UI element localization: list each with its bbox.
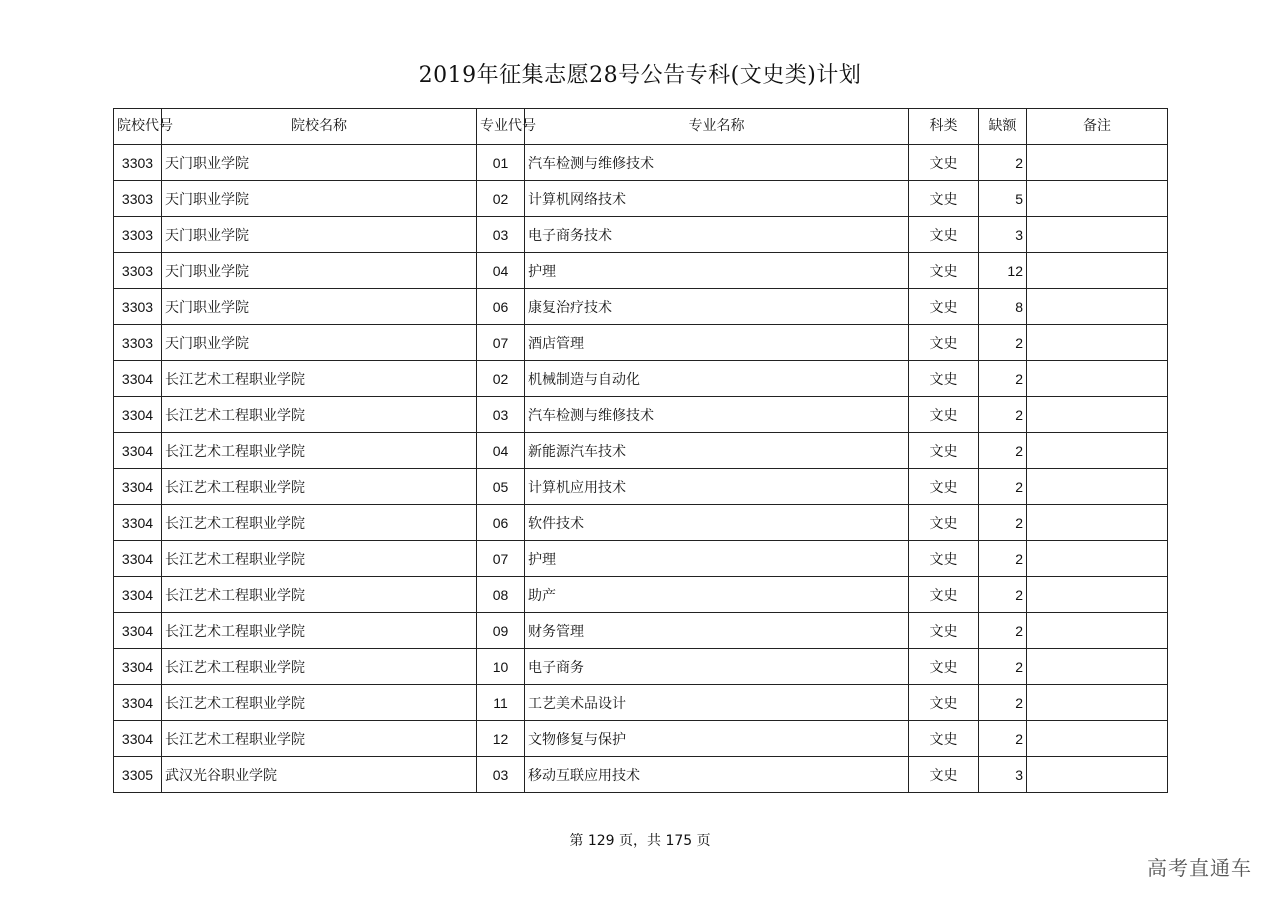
cell-major-code: 03 (477, 217, 525, 253)
cell-school-code: 3304 (114, 469, 162, 505)
cell-vacancies: 2 (979, 325, 1027, 361)
table-row (114, 253, 1168, 289)
header-vacancies: 缺额 (979, 109, 1027, 145)
table-row (114, 577, 1168, 613)
cell-remarks (1027, 757, 1168, 793)
cell-major-code: 03 (477, 757, 525, 793)
cell-school-code: 3303 (114, 289, 162, 325)
cell-remarks (1027, 217, 1168, 253)
cell-category: 文史 (909, 505, 979, 541)
cell-major-name: 文物修复与保护 (525, 721, 909, 757)
cell-category: 文史 (909, 145, 979, 181)
cell-major-code: 02 (477, 181, 525, 217)
cell-school-name: 武汉光谷职业学院 (162, 757, 477, 793)
cell-school-code: 3304 (114, 685, 162, 721)
table-row (114, 433, 1168, 469)
cell-remarks (1027, 469, 1168, 505)
cell-major-name: 移动互联应用技术 (525, 757, 909, 793)
cell-major-code: 09 (477, 613, 525, 649)
cell-category: 文史 (909, 757, 979, 793)
cell-school-code: 3304 (114, 721, 162, 757)
cell-vacancies: 3 (979, 217, 1027, 253)
cell-school-code: 3304 (114, 361, 162, 397)
cell-remarks (1027, 685, 1168, 721)
cell-category: 文史 (909, 433, 979, 469)
cell-school-code: 3303 (114, 217, 162, 253)
table-row (114, 361, 1168, 397)
cell-category: 文史 (909, 361, 979, 397)
cell-category: 文史 (909, 649, 979, 685)
cell-category: 文史 (909, 325, 979, 361)
cell-major-code: 07 (477, 325, 525, 361)
cell-vacancies: 3 (979, 757, 1027, 793)
cell-major-name: 汽车检测与维修技术 (525, 145, 909, 181)
table-row (114, 397, 1168, 433)
cell-category: 文史 (909, 469, 979, 505)
cell-major-code: 04 (477, 433, 525, 469)
cell-remarks (1027, 577, 1168, 613)
cell-major-name: 电子商务 (525, 649, 909, 685)
header-school-code: 院校代号 (114, 109, 162, 145)
cell-school-name: 长江艺术工程职业学院 (162, 721, 477, 757)
watermark: 高考直通车 (1147, 856, 1252, 880)
cell-major-name: 新能源汽车技术 (525, 433, 909, 469)
cell-vacancies: 2 (979, 577, 1027, 613)
cell-category: 文史 (909, 397, 979, 433)
table-row (114, 505, 1168, 541)
cell-school-name: 长江艺术工程职业学院 (162, 469, 477, 505)
cell-major-code: 05 (477, 469, 525, 505)
cell-major-code: 11 (477, 685, 525, 721)
cell-category: 文史 (909, 577, 979, 613)
cell-major-code: 07 (477, 541, 525, 577)
cell-vacancies: 2 (979, 649, 1027, 685)
table-row (114, 181, 1168, 217)
header-category: 科类 (909, 109, 979, 145)
cell-remarks (1027, 253, 1168, 289)
cell-school-code: 3303 (114, 325, 162, 361)
cell-remarks (1027, 181, 1168, 217)
cell-category: 文史 (909, 685, 979, 721)
cell-major-name: 工艺美术品设计 (525, 685, 909, 721)
table-row (114, 541, 1168, 577)
table-row (114, 685, 1168, 721)
cell-school-code: 3304 (114, 613, 162, 649)
cell-vacancies: 2 (979, 613, 1027, 649)
cell-school-code: 3303 (114, 253, 162, 289)
cell-school-name: 天门职业学院 (162, 181, 477, 217)
cell-remarks (1027, 361, 1168, 397)
cell-category: 文史 (909, 721, 979, 757)
cell-major-code: 12 (477, 721, 525, 757)
cell-school-name: 长江艺术工程职业学院 (162, 541, 477, 577)
cell-remarks (1027, 541, 1168, 577)
cell-school-name: 天门职业学院 (162, 325, 477, 361)
cell-major-code: 08 (477, 577, 525, 613)
cell-major-name: 汽车检测与维修技术 (525, 397, 909, 433)
cell-major-name: 机械制造与自动化 (525, 361, 909, 397)
cell-category: 文史 (909, 289, 979, 325)
table-body (114, 145, 1168, 793)
cell-remarks (1027, 397, 1168, 433)
header-major-code: 专业代号 (477, 109, 525, 145)
cell-school-name: 天门职业学院 (162, 217, 477, 253)
cell-school-code: 3304 (114, 397, 162, 433)
cell-school-name: 长江艺术工程职业学院 (162, 613, 477, 649)
cell-remarks (1027, 721, 1168, 757)
table-row (114, 325, 1168, 361)
cell-remarks (1027, 145, 1168, 181)
cell-school-name: 长江艺术工程职业学院 (162, 433, 477, 469)
cell-school-name: 长江艺术工程职业学院 (162, 397, 477, 433)
cell-vacancies: 2 (979, 721, 1027, 757)
table-row (114, 649, 1168, 685)
cell-major-name: 助产 (525, 577, 909, 613)
cell-remarks (1027, 433, 1168, 469)
cell-category: 文史 (909, 181, 979, 217)
cell-category: 文史 (909, 253, 979, 289)
cell-school-code: 3304 (114, 505, 162, 541)
cell-school-name: 长江艺术工程职业学院 (162, 577, 477, 613)
cell-vacancies: 2 (979, 145, 1027, 181)
cell-major-name: 酒店管理 (525, 325, 909, 361)
cell-school-name: 长江艺术工程职业学院 (162, 361, 477, 397)
cell-school-code: 3304 (114, 649, 162, 685)
table-row (114, 145, 1168, 181)
cell-school-name: 长江艺术工程职业学院 (162, 649, 477, 685)
table-row (114, 469, 1168, 505)
page-title: 2019年征集志愿28号公告专科(文史类)计划 (418, 63, 862, 88)
cell-major-code: 06 (477, 505, 525, 541)
cell-vacancies: 5 (979, 181, 1027, 217)
table-row (114, 757, 1168, 793)
cell-school-name: 天门职业学院 (162, 253, 477, 289)
cell-major-name: 护理 (525, 253, 909, 289)
cell-school-code: 3305 (114, 757, 162, 793)
cell-school-name: 天门职业学院 (162, 289, 477, 325)
cell-major-name: 康复治疗技术 (525, 289, 909, 325)
cell-major-name: 计算机网络技术 (525, 181, 909, 217)
cell-category: 文史 (909, 541, 979, 577)
cell-vacancies: 2 (979, 361, 1027, 397)
cell-major-code: 06 (477, 289, 525, 325)
cell-school-name: 天门职业学院 (162, 145, 477, 181)
table-row (114, 721, 1168, 757)
cell-vacancies: 2 (979, 685, 1027, 721)
cell-vacancies: 2 (979, 397, 1027, 433)
cell-remarks (1027, 325, 1168, 361)
cell-vacancies: 2 (979, 505, 1027, 541)
cell-remarks (1027, 649, 1168, 685)
cell-major-name: 计算机应用技术 (525, 469, 909, 505)
cell-vacancies: 8 (979, 289, 1027, 325)
enrollment-plan-table (113, 108, 1168, 793)
cell-major-code: 10 (477, 649, 525, 685)
cell-major-name: 电子商务技术 (525, 217, 909, 253)
cell-school-code: 3304 (114, 541, 162, 577)
table-row (114, 289, 1168, 325)
cell-school-name: 长江艺术工程职业学院 (162, 685, 477, 721)
cell-major-code: 03 (477, 397, 525, 433)
cell-major-name: 软件技术 (525, 505, 909, 541)
cell-vacancies: 2 (979, 469, 1027, 505)
table-row (114, 217, 1168, 253)
cell-vacancies: 2 (979, 433, 1027, 469)
cell-school-name: 长江艺术工程职业学院 (162, 505, 477, 541)
cell-remarks (1027, 505, 1168, 541)
cell-remarks (1027, 289, 1168, 325)
table-row (114, 613, 1168, 649)
cell-vacancies: 2 (979, 541, 1027, 577)
cell-category: 文史 (909, 217, 979, 253)
header-remarks: 备注 (1027, 109, 1168, 145)
cell-category: 文史 (909, 613, 979, 649)
cell-school-code: 3304 (114, 433, 162, 469)
cell-remarks (1027, 613, 1168, 649)
cell-major-code: 02 (477, 361, 525, 397)
cell-school-code: 3303 (114, 181, 162, 217)
cell-major-code: 04 (477, 253, 525, 289)
cell-major-name: 财务管理 (525, 613, 909, 649)
cell-school-code: 3304 (114, 577, 162, 613)
header-school-name: 院校名称 (162, 109, 477, 145)
header-major-name: 专业名称 (525, 109, 909, 145)
cell-major-code: 01 (477, 145, 525, 181)
cell-school-code: 3303 (114, 145, 162, 181)
table-header-row (114, 109, 1168, 145)
cell-vacancies: 12 (979, 253, 1027, 289)
cell-major-name: 护理 (525, 541, 909, 577)
page-number: 第 129 页，共 175 页 (569, 833, 711, 849)
